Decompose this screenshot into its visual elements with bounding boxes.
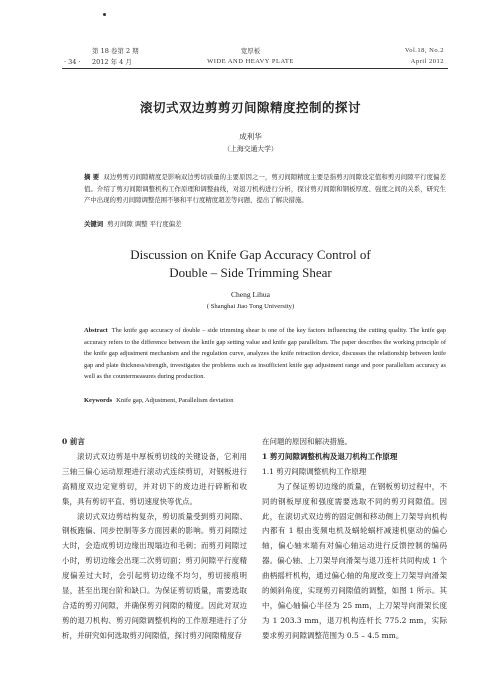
body-paragraph: 滚切式双边剪结构复杂，剪切质量受到剪刃间隙、钢板跑偏、同步控制等多方面因素的影响。剪刃间隙过大时，会造成剪切边缘出现塌边和毛刺；而剪刃间隙过小时，剪切边缘会出现二次剪切面；剪刃间隙平行度精度偏差过大时，会引起剪切边缘不均匀，剪切接痕明显，甚至出现台阶和缺口。为保证剪切质量，需要选取合适的剪刃间隙，并确保剪刃间隙的精度。因此对双边剪的退刀机构、剪刃间隙调整机构的工作原理进行了分析，并研究如何选取剪刃间隙值，探讨剪刃间隙精度存 — [62, 511, 247, 640]
abstract-en-label: Abstract — [84, 327, 108, 334]
header-date-en: April 2012 — [410, 58, 444, 65]
author-en: Cheng Lihua — [231, 290, 270, 299]
body-paragraph: 为了保证剪切边缘的质量，在钢板剪切过程中，不同的钢板厚度和强度需要选取不同的剪刃间隙值。因此，在滚切式双边剪的固定侧和移动侧上刀架导向机构内都有 1 根由变频电机及蜗轮蜗杆减速机驱动的偏心轴，偏心轴末端有对偏心轴运动进行反馈控制的编码器。偏心轴、上刀架导向滑架与退刀连杆共同构成 1 个曲柄摇杆机构，通过偏心轴的角度改变上刀架导向滑架的倾斜角度，实现剪刃间隙值的调整，如图 1 所示。其中，偏心轴偏心半径为 25 mm，上刀架导向滑架长度为 1 203.3 mm，退刀机构连杆长 775.2 mm，实际要求剪刃间隙调整范围为 0.5 – 4.5 mm。 — [262, 481, 447, 640]
page-number: · 34 · — [64, 58, 81, 66]
journal-name-en: WIDE AND HEAVY PLATE — [207, 58, 294, 65]
keywords-en-text: Knife gap, Adjustment, Parallelism deviation — [116, 397, 234, 404]
body-left-column — [62, 435, 247, 644]
section-1-heading: 1 剪刃间隙调整机构及退刀机构工作原理 — [262, 451, 398, 461]
body-right-column — [262, 435, 447, 644]
abstract-en-text: The knife gap accuracy of double – side trimming shear is one of the key factors influencing the cutting quality. The knife gap accuracy refers to the difference between the knife gap setting value and knife gap parallelism. The paper describes the working principle of the knife gap adjustment mechanism and the regulation curve, analyzes the knife retraction device, discusses the relationship between knife gap and plate thickness/strength, investigates the problems such as insufficient knife gap adjustment range and poor parallelism accuracy as well as the countermeasures during production. — [84, 327, 446, 381]
abstract-cn — [84, 172, 446, 207]
affiliation: （上海交通大学） — [223, 145, 278, 153]
abstract-en — [84, 325, 446, 383]
paper-title-en-line2: Double – Side Trimming Shear — [169, 265, 332, 280]
paper-title-en-line1: Discussion on Knife Gap Accuracy Control of — [130, 247, 371, 262]
section-0-heading: 0 前言 — [62, 437, 85, 446]
subsection-1-1-heading: 1.1 剪刃间隙调整机构工作原理 — [262, 466, 367, 476]
paper-title: 滚切式双边剪剪刃间隙精度控制的探讨 — [139, 100, 361, 115]
abstract-cn-text: 双边剪剪刃间隙精度是影响双边剪切质量的主要原因之一，剪刃间隙精度主要是指剪刃间隙设定值和剪刃间隙平行度偏差值。介绍了剪刃间隙调整机构工作原理和调整曲线，对退刀机构进行分析，探讨剪刃间隙和钢板厚度、强度之间的关系，研究生产中出现的剪刃间隙调整范围不够和平行度精度超差等问题，提出了解决措施。 — [84, 173, 446, 204]
body-paragraph-continued: 在问题的原因和解决措施。 — [262, 437, 352, 446]
abstract-cn-label: 摘 要 — [84, 173, 100, 181]
keywords-cn-text: 剪刃间隙 调整 平行度偏差 — [107, 220, 182, 228]
paper-title-en — [0, 246, 501, 282]
decorative-dot — [103, 13, 106, 16]
author: 成利华 — [239, 132, 262, 141]
keywords-en — [84, 397, 446, 404]
keywords-cn — [84, 219, 446, 228]
keywords-cn-label: 关键词 — [84, 220, 104, 228]
header-volume: 第 18 卷第 2 期 — [92, 47, 139, 55]
journal-name-cn: 宽厚板 — [240, 47, 261, 55]
header-rule — [62, 68, 448, 69]
header-date: 2012 年 4 月 — [92, 58, 132, 66]
keywords-en-label: Keywords — [84, 397, 113, 404]
affiliation-en: ( Shanghai Jiao Tong University) — [206, 303, 295, 310]
body-paragraph: 滚切式双边剪是中厚板剪切线的关键设备，它利用三轴三偏心运动原理进行滚动式连续剪切，对钢板进行高精度双边定宽剪切，并对切下的废边进行碎断和收集，具有剪切平直、剪切速度快等优点。 — [62, 451, 247, 506]
header-volume-en: Vol.18, No.2 — [404, 47, 444, 54]
